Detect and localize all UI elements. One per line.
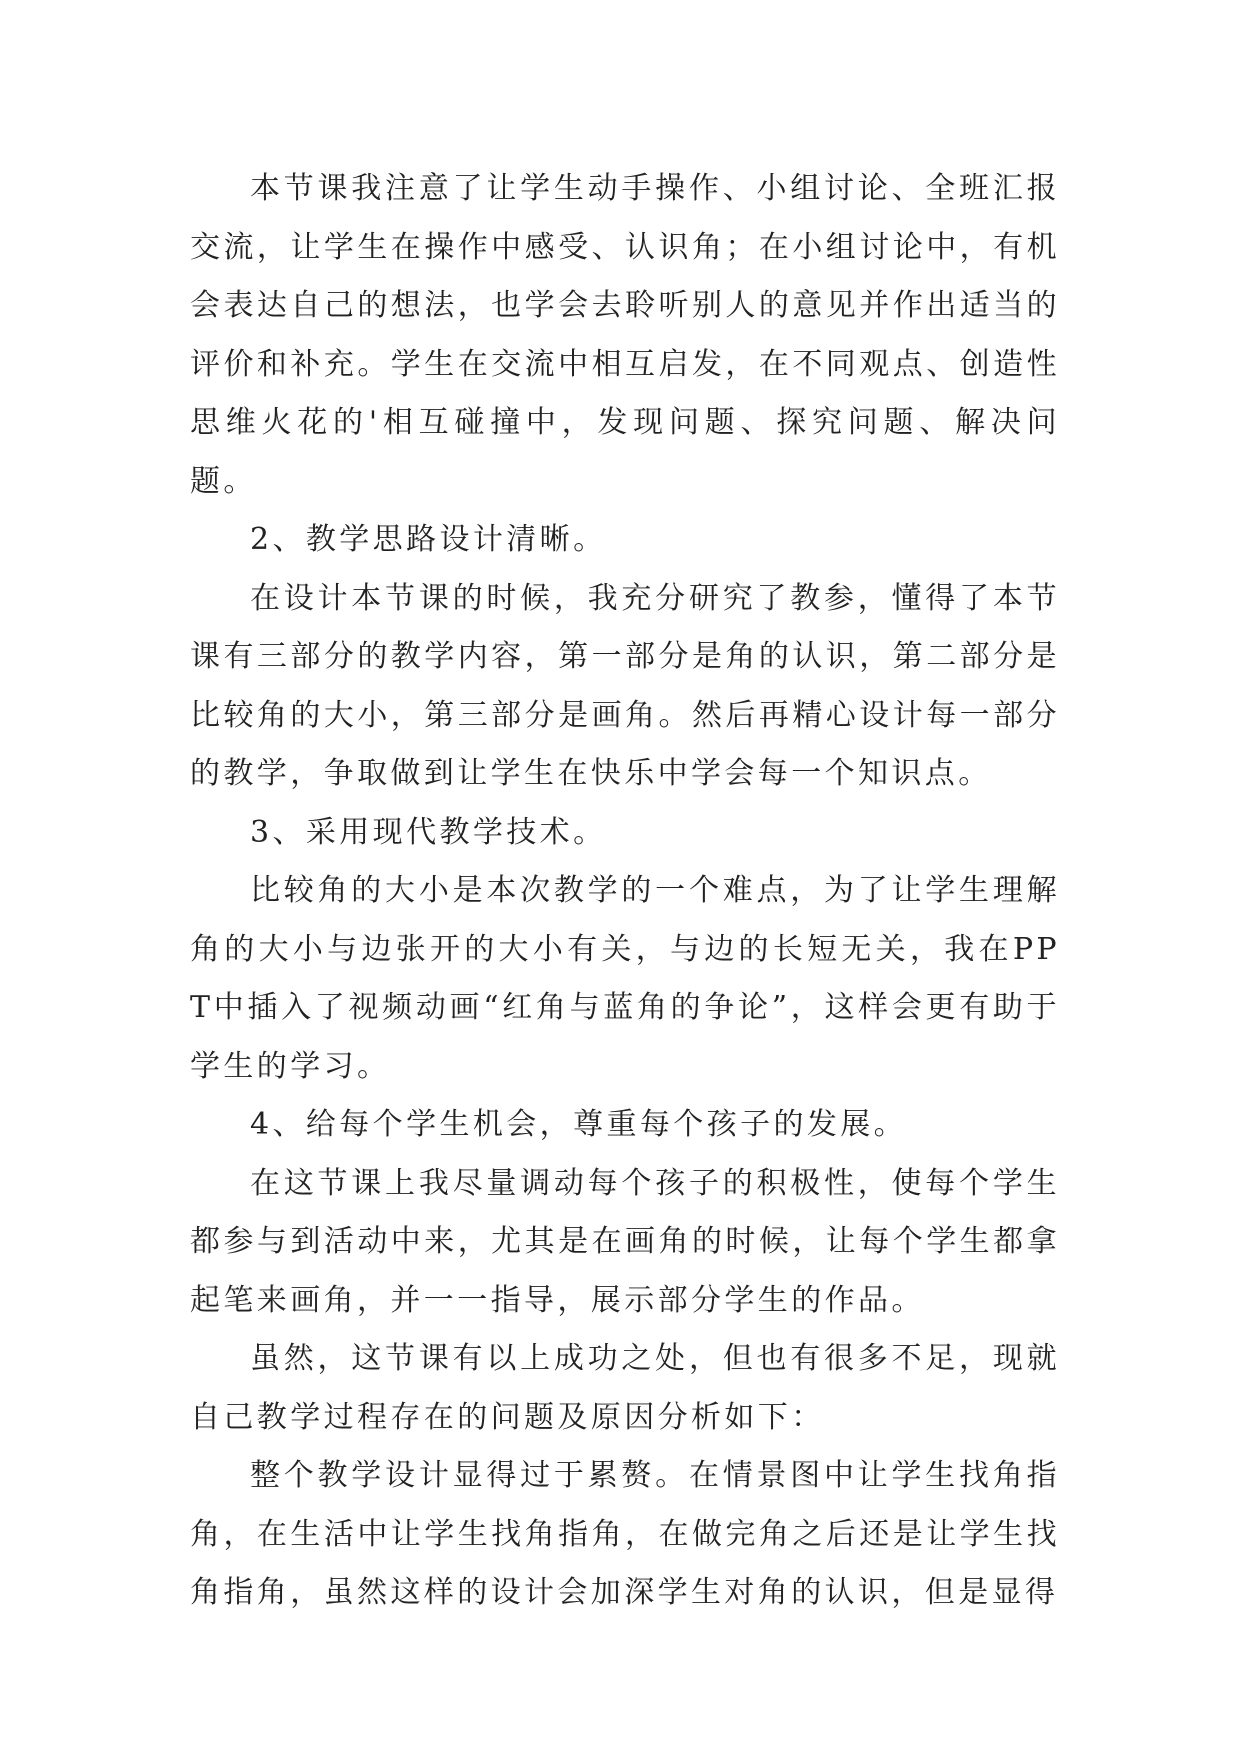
heading-item-2: 2、教学思路设计清晰。 [250, 522, 607, 557]
paragraph-design: 在设计本节课的时候，我充分研究了教参，懂得了本节课有三部分的教学内容，第一部分是角的认识，第二部分是比较角的大小，第三部分是画角。然后再精心设计每一部分的教学，争取做到让学生在快乐中学会每一个知识点。 [190, 580, 1060, 791]
paragraph-technology: 比较角的大小是本次教学的一个难点，为了让学生理解角的大小与边张开的大小有关，与边的长短无关，我在PPT中插入了视频动画“红角与蓝角的争论”，这样会更有助于学生的学习。 [190, 873, 1060, 1084]
paragraph-shortcomings: 虽然，这节课有以上成功之处，但也有很多不足，现就自己教学过程存在的问题及原因分析如下： [190, 1341, 1060, 1435]
paragraph-intro-reflection: 本节课我注意了让学生动手操作、小组讨论、全班汇报交流，让学生在操作中感受、认识角；在小组讨论中，有机会表达自己的想法，也学会去聆听别人的意见并作出适当的评价和补充。学生在交流中相互启发，在不同观点、创造性思维火花的'相互碰撞中，发现问题、探究问题、解决问题。 [190, 171, 1060, 499]
heading-item-3: 3、采用现代教学技术。 [250, 814, 607, 850]
heading-item-4: 4、给每个学生机会，尊重每个孩子的发展。 [250, 1107, 908, 1142]
paragraph-redundant-design: 整个教学设计显得过于累赘。在情景图中让学生找角指角，在生活中让学生找角指角，在做完角之后还是让学生找角指角，虽然这样的设计会加深学生对角的认识，但是显得 [190, 1458, 1060, 1610]
document-body [190, 160, 1060, 1623]
paragraph-every-student: 在这节课上我尽量调动每个孩子的积极性，使每个学生都参与到活动中来，尤其是在画角的时候，让每个学生都拿起笔来画角，并一一指导，展示部分学生的作品。 [190, 1165, 1060, 1318]
